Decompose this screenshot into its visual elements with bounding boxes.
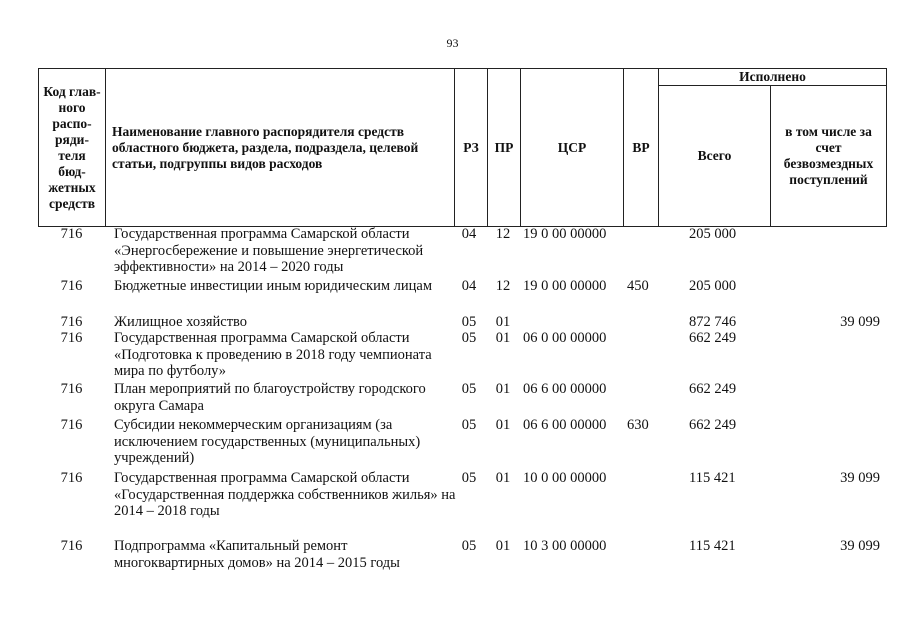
cell-code: 716 bbox=[60, 538, 83, 554]
cell-rz: 05 bbox=[461, 417, 477, 433]
cell-total: 662 249 bbox=[689, 330, 737, 346]
cell-csr: 06 6 00 00000 bbox=[523, 417, 607, 433]
cell-code: 716 bbox=[60, 314, 83, 330]
cell-total: 872 746 bbox=[689, 314, 737, 330]
cell-pr: 01 bbox=[495, 330, 511, 346]
header-csr: ЦСР bbox=[521, 69, 624, 227]
cell-csr: 19 0 00 00000 bbox=[523, 278, 607, 294]
cell-code: 716 bbox=[60, 330, 83, 346]
cell-code: 716 bbox=[60, 470, 83, 486]
cell-rz: 05 bbox=[461, 538, 477, 554]
cell-vr: 450 bbox=[627, 278, 649, 294]
header-rz: РЗ bbox=[455, 69, 488, 227]
cell-rz: 05 bbox=[461, 314, 477, 330]
page-number: 93 bbox=[446, 36, 459, 50]
cell-name: Жилищное хозяйство bbox=[114, 314, 248, 330]
cell-total: 205 000 bbox=[689, 278, 737, 294]
cell-csr: 19 0 00 00000 bbox=[523, 226, 607, 242]
cell-name: Государственная программа Самарской области «Государственная поддержка собственников жилья» на 2014 – 2018 годы bbox=[114, 470, 456, 519]
cell-name: План мероприятий по благоустройству городского округа Самара bbox=[114, 381, 426, 414]
cell-name: Бюджетные инвестиции иным юридическим лицам bbox=[114, 278, 433, 294]
cell-pr: 01 bbox=[495, 314, 511, 330]
header-name: Наименование главного распорядителя средств областного бюджета, раздела, подраздела, целевой статьи, подгруппы видов расходов bbox=[106, 69, 455, 227]
cell-csr: 06 0 00 00000 bbox=[523, 330, 607, 346]
cell-pr: 01 bbox=[495, 470, 511, 486]
cell-rz: 05 bbox=[461, 330, 477, 346]
cell-vr: 630 bbox=[627, 417, 649, 433]
cell-code: 716 bbox=[60, 278, 83, 294]
cell-rz: 05 bbox=[461, 381, 477, 397]
header-executed: Исполнено bbox=[659, 69, 887, 86]
cell-name: Государственная программа Самарской области «Энергосбережение и повышение энергетической эффективности» на 2014 – 2020 годы bbox=[114, 226, 424, 275]
cell-free: 39 099 bbox=[840, 538, 880, 554]
cell-code: 716 bbox=[60, 381, 83, 397]
cell-total: 115 421 bbox=[689, 538, 736, 554]
header-code: Код глав-ного распо-ряди-теля бюд-жетных средств bbox=[39, 69, 106, 227]
cell-csr: 06 6 00 00000 bbox=[523, 381, 607, 397]
cell-free: 39 099 bbox=[840, 314, 880, 330]
cell-name: Субсидии некоммерческим организациям (за исключением государственных (муниципальных) учреждений) bbox=[114, 417, 421, 466]
cell-rz: 05 bbox=[461, 470, 477, 486]
cell-pr: 01 bbox=[495, 538, 511, 554]
cell-pr: 01 bbox=[495, 417, 511, 433]
cell-rz: 04 bbox=[461, 226, 477, 242]
cell-total: 662 249 bbox=[689, 417, 737, 433]
header-free: в том числе за счет безвозмездных поступлений bbox=[771, 86, 887, 227]
cell-code: 716 bbox=[60, 226, 83, 242]
cell-total: 115 421 bbox=[689, 470, 736, 486]
table-header bbox=[38, 68, 887, 227]
cell-pr: 01 bbox=[495, 381, 511, 397]
cell-total: 662 249 bbox=[689, 381, 737, 397]
header-vr: ВР bbox=[624, 69, 659, 227]
cell-csr: 10 3 00 00000 bbox=[523, 538, 607, 554]
header-pr: ПР bbox=[488, 69, 521, 227]
header-total: Всего bbox=[659, 86, 771, 227]
cell-name: Государственная программа Самарской области «Подготовка к проведению в 2018 году чемпионата мира по футболу» bbox=[114, 330, 432, 379]
cell-total: 205 000 bbox=[689, 226, 737, 242]
cell-code: 716 bbox=[60, 417, 83, 433]
cell-free: 39 099 bbox=[840, 470, 880, 486]
cell-name: Подпрограмма «Капитальный ремонт многоквартирных домов» на 2014 – 2015 годы bbox=[114, 538, 400, 571]
cell-csr: 10 0 00 00000 bbox=[523, 470, 607, 486]
cell-rz: 04 bbox=[461, 278, 477, 294]
cell-pr: 12 bbox=[495, 278, 511, 294]
cell-pr: 12 bbox=[495, 226, 511, 242]
